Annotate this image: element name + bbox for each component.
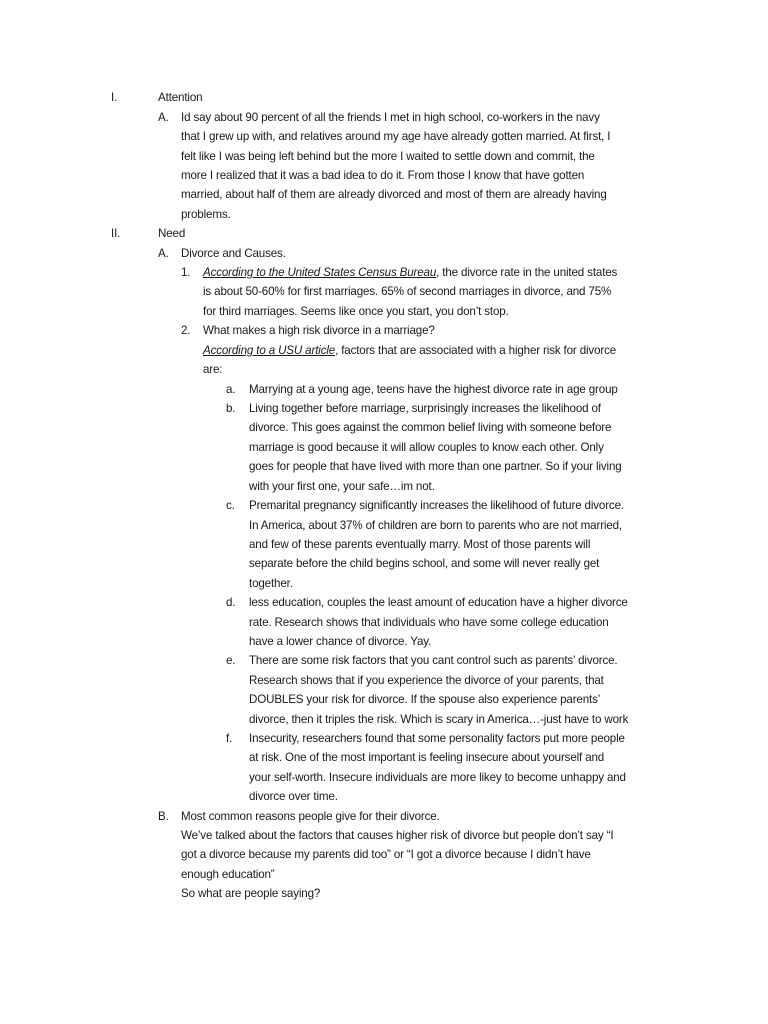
sub-marker-f: f. [226,732,233,745]
sub-marker-d: d. [226,596,236,609]
paragraph-line: and few of these parents eventually marry. Most of those parents will [249,538,591,551]
paragraph-line: with your first one, your safe…im not. [249,480,435,493]
paragraph-line: got a divorce because my parents did too” or “I got a divorce because I didn’t have [181,848,591,861]
paragraph-line: for third marriages. Seems like once you start, you don’t stop. [203,305,509,318]
paragraph-line: that I grew up with, and relatives around my age have already gotten married. At first, I [181,130,611,143]
paragraph-line: There are some risk factors that you cant control such as parents’ divorce. [249,654,618,667]
paragraph-line: We’ve talked about the factors that causes higher risk of divorce but people don’t say “I [181,829,614,842]
paragraph-line: separate before the child begins school, and some will never really get [249,557,600,570]
paragraph-text: , the divorce rate in the united states [436,266,618,279]
question-line: What makes a high risk divorce in a marriage? [203,324,435,337]
list-marker-2: 2. [181,324,191,337]
item-title-divorce-causes: Divorce and Causes. [181,247,286,260]
paragraph-line: are: [203,363,223,376]
paragraph-line: enough education” [181,868,275,881]
source-line-census [203,263,617,282]
list-marker-1: 1. [181,266,191,279]
paragraph-line: Research shows that if you experience the divorce of your parents, that [249,674,604,687]
paragraph-line: divorce over time. [249,790,338,803]
item-marker-1a: A. [158,111,169,124]
source-line-usu [203,341,616,360]
section-title-need: Need [158,227,186,240]
item-marker-2a: A. [158,247,169,260]
sub-marker-e: e. [226,654,236,667]
paragraph-line: have a lower chance of divorce. Yay. [249,635,432,648]
paragraph-line: Living together before marriage, surprisingly increases the likelihood of [249,402,601,415]
paragraph-line: DOUBLES your risk for divorce. If the spouse also experience parents’ [249,693,601,706]
paragraph-line: rate. Research shows that individuals who have some college education [249,616,609,629]
paragraph-line: Premarital pregnancy significantly increases the likelihood of future divorce. [249,499,624,512]
paragraph-text: , factors that are associated with a higher risk for divorce [335,344,617,357]
paragraph-line: problems. [181,208,231,221]
paragraph-line: Insecurity, researchers found that some personality factors put more people [249,732,625,745]
paragraph-line: less education, couples the least amount of education have a higher divorce [249,596,628,609]
sub-marker-a: a. [226,383,236,396]
paragraph-line: goes for people that have lived with more than one partner. So if your living [249,460,622,473]
section-marker-1: I. [111,91,118,104]
paragraph-line: felt like I was being left behind but the more I waited to settle down and commit, the [181,150,595,163]
item-title-common-reasons: Most common reasons people give for their divorce. [181,810,440,823]
paragraph-line: together. [249,577,293,590]
paragraph-line: Id say about 90 percent of all the friends I met in high school, co-workers in the navy [181,111,600,124]
source-link-census-bureau[interactable]: According to the United States Census Bureau [203,266,437,279]
paragraph-line: at risk. One of the most important is feeling insecure about yourself and [249,751,605,764]
closing-question: So what are people saying? [181,887,321,900]
paragraph-line: divorce. This goes against the common belief living with someone before [249,421,612,434]
item-marker-2b: B. [158,810,169,823]
paragraph-line: Marrying at a young age, teens have the highest divorce rate in age group [249,383,618,396]
paragraph-line: more I realized that it was a bad idea to do it. From those I know that have gotten [181,169,585,182]
paragraph-line: is about 50-60% for first marriages. 65% of second marriages in divorce, and 75% [203,285,612,298]
section-title-attention: Attention [158,91,203,104]
sub-marker-c: c. [226,499,235,512]
section-marker-2: II. [111,227,121,240]
sub-marker-b: b. [226,402,236,415]
paragraph-line: married, about half of them are already divorced and most of them are already having [181,188,607,201]
paragraph-line: marriage is good because it will allow couples to know each other. Only [249,441,604,454]
paragraph-line: your self-worth. Insecure individuals are more likey to become unhappy and [249,771,626,784]
source-link-usu-article[interactable]: According to a USU article [203,344,336,357]
paragraph-line: In America, about 37% of children are born to parents who are not married, [249,519,622,532]
paragraph-line: divorce, then it triples the risk. Which is scary in America…-just have to work [249,713,629,726]
